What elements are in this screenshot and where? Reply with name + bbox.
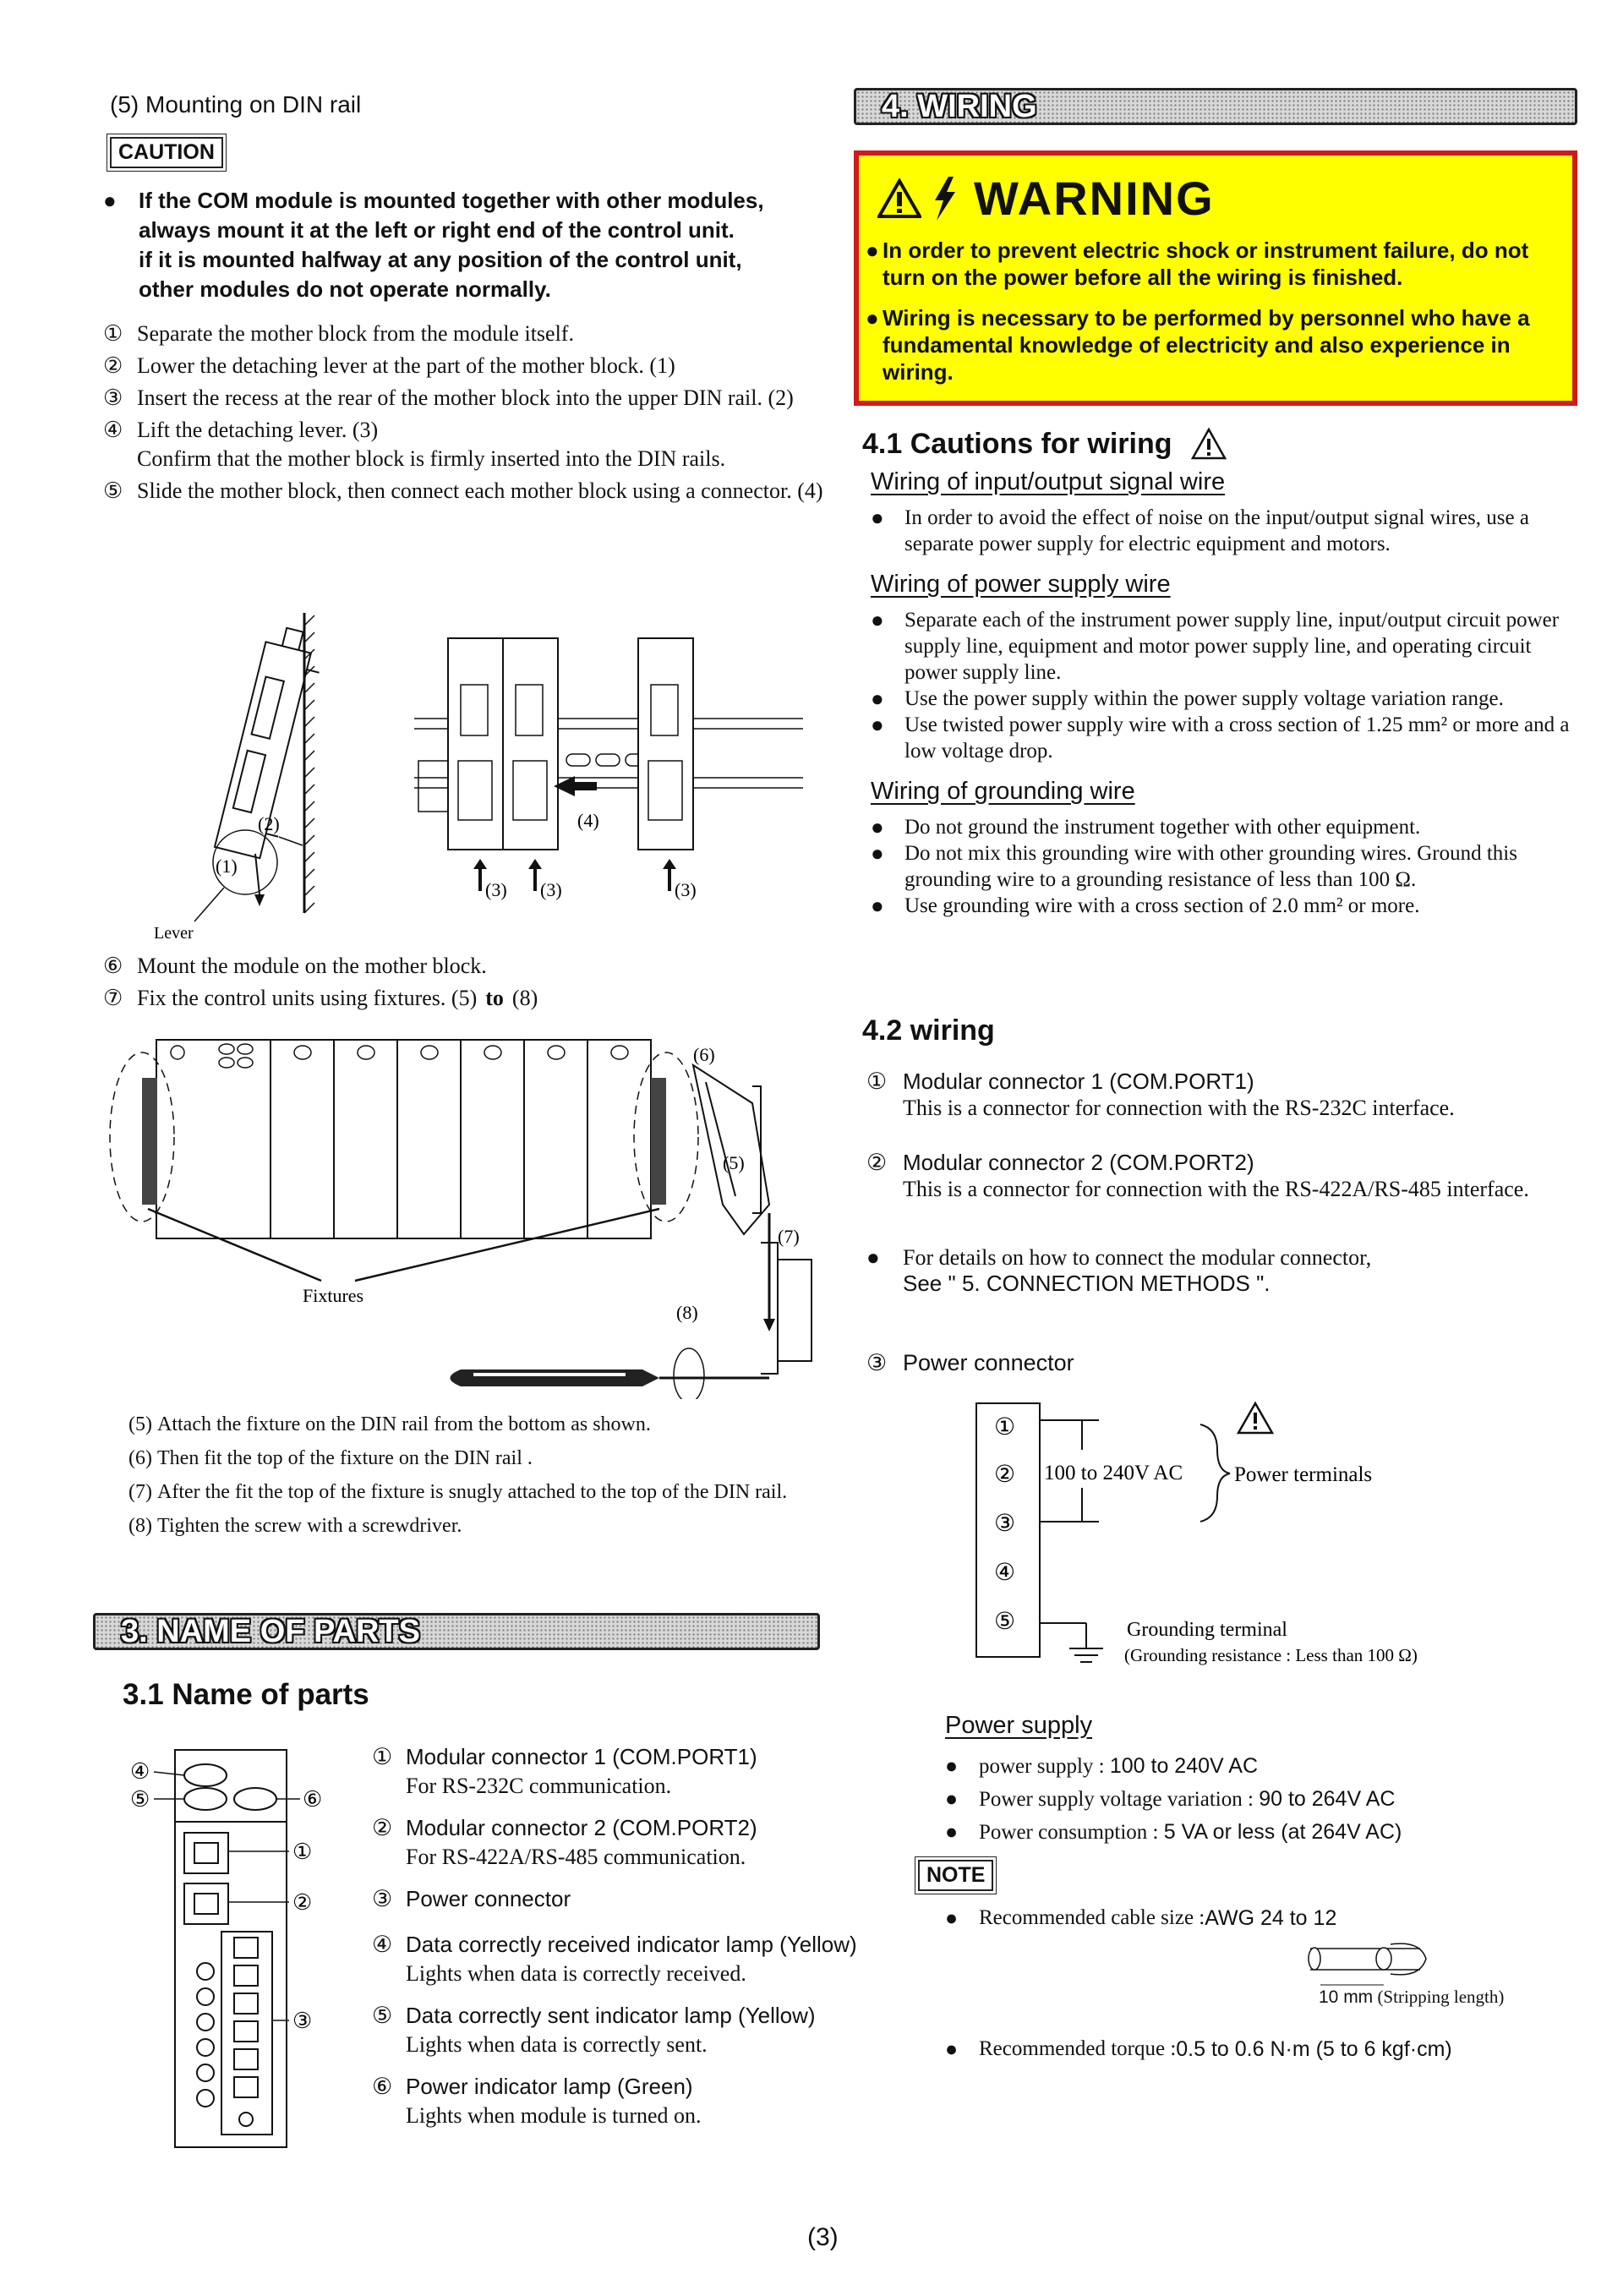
note-text: After the fit the top of the fixture is snugly attached to the top of the DIN rail. [157, 1481, 788, 1503]
terminal-5: ⑤ [994, 1609, 1016, 1635]
warning-bullet: ● [866, 238, 879, 263]
details-line-2: See " 5. CONNECTION METHODS ". [903, 1271, 1271, 1296]
wiring-item-number: ① [866, 1069, 888, 1094]
warning-item [866, 237, 1572, 291]
part-item [372, 1741, 913, 1801]
spacer [871, 764, 1581, 774]
note-number: (7) [128, 1481, 152, 1503]
step-item [103, 477, 830, 506]
page-number: (3) [807, 2223, 839, 2251]
step-item [103, 320, 830, 348]
voltage-label: 100 to 240V AC [1044, 1462, 1183, 1484]
step-item [103, 384, 830, 413]
fixtures-figure [101, 1036, 828, 1399]
cable-size-row [945, 1906, 1336, 1931]
step-number: ⑤ [103, 478, 123, 503]
section-3-1-title: 3.1 Name of parts [123, 1678, 369, 1711]
cable-label: Recommended cable size : [979, 1906, 1205, 1929]
stripped-wire-icon [1306, 1936, 1433, 1987]
part-body [406, 2000, 816, 2059]
warning-item [866, 304, 1572, 385]
callout-3: ③ [292, 2009, 313, 2033]
part-item [372, 2000, 913, 2059]
caution-item-text: Separate each of the instrument power supply line, input/output circuit power supply line, equipment and motor power supply line, and operating circuit power supply line. [904, 609, 1560, 684]
fig1-label-3b: (3) [540, 879, 562, 900]
step-item [103, 984, 830, 1013]
caution-line: if it is mounted halfway at any position of the control unit, [139, 247, 742, 272]
caution-bullet: ● [103, 188, 117, 213]
power-supply-label: Power consumption : [979, 1821, 1164, 1844]
part-number: ⑥ [372, 2074, 393, 2099]
terminal-2: ② [994, 1462, 1016, 1488]
part-body [406, 1812, 757, 1872]
fixture-notes [128, 1408, 830, 1543]
step-item [103, 352, 830, 380]
section-4-1-heading [862, 427, 1227, 461]
wiring-item-body [903, 1148, 1529, 1202]
fig2-label-5: (5) [723, 1152, 745, 1173]
caution-triangle-icon [1190, 427, 1227, 461]
torque-label: Recommended torque : [979, 2037, 1177, 2060]
power-supply-bullet: ● [945, 1787, 959, 1811]
caution-item-bullet: ● [871, 686, 884, 711]
details-bullet: ● [866, 1244, 880, 1270]
caution-item-bullet: ● [871, 608, 884, 632]
power-connector-num: ③ [866, 1350, 888, 1375]
terminal-1: ① [994, 1414, 1016, 1440]
fixture-note [128, 1475, 830, 1509]
step-text [137, 984, 538, 1013]
details-note [866, 1244, 1577, 1297]
step-number: ③ [103, 385, 123, 410]
power-terminal-caution-icon [1238, 1403, 1272, 1433]
step-text-main: Lower the detaching lever at the part of the mother block. (1) [137, 353, 675, 378]
caution-item-bullet: ● [871, 815, 884, 839]
warning-bullet: ● [866, 305, 879, 331]
caution-line: always mount it at the left or right end of the control unit. [139, 217, 735, 243]
wiring-items [866, 1067, 1577, 1219]
part-title: Power indicator lamp (Green) [406, 2074, 693, 2099]
part-number: ③ [372, 1886, 393, 1911]
power-connector-heading [866, 1350, 1074, 1376]
caution-item [871, 893, 1581, 919]
caution-item-text: In order to avoid the effect of noise on the input/output signal wires, use a separate power supply for electric equipment and motors. [904, 506, 1529, 555]
part-item [372, 1883, 913, 1914]
part-title: Power connector [406, 1886, 571, 1911]
caution-item-text: Use grounding wire with a cross section of 2.0 mm² or more. [904, 894, 1420, 917]
step-text [137, 384, 794, 413]
caution-item-bullet: ● [871, 713, 884, 737]
power-supply-heading: Power supply [945, 1712, 1093, 1739]
part-number: ② [372, 1815, 393, 1840]
part-body [406, 1883, 571, 1914]
fig1-label-3c: (3) [675, 879, 697, 900]
fixture-note [128, 1509, 830, 1543]
power-supply-value: 5 VA or less (at 264V AC) [1163, 1820, 1402, 1844]
section-4-header: 4. WIRING [854, 88, 1577, 125]
fig1-label-1: (1) [216, 856, 238, 877]
terminal-diagram [972, 1399, 1581, 1678]
power-supply-value: 90 to 264V AC [1259, 1787, 1396, 1811]
step-text-main: Lift the detaching lever. (3) Confirm that the mother block is firmly inserted into the DIN rails. [137, 418, 726, 471]
caution-item-text: Use the power supply within the power supply voltage variation range. [904, 687, 1504, 710]
cable-value: AWG 24 to 12 [1205, 1906, 1337, 1930]
fig2-label-6: (6) [693, 1044, 715, 1065]
part-desc: Lights when data is correctly received. [406, 1961, 746, 1986]
warning-items [866, 237, 1572, 399]
module-front-diagram [127, 1741, 338, 2164]
warning-box [854, 150, 1577, 406]
step-text [137, 320, 574, 348]
electric-shock-icon [928, 175, 962, 222]
parts-list [372, 1741, 913, 2142]
step-text [137, 352, 675, 380]
note-text: Tighten the screw with a screwdriver. [157, 1515, 462, 1537]
callout-1: ① [292, 1840, 313, 1864]
caution-item-text: Use twisted power supply wire with a cross section of 1.25 mm² or more and a low voltage drop. [904, 713, 1570, 763]
section-3-header: 3. NAME OF PARTS [93, 1613, 820, 1650]
torque-bullet: ● [945, 2037, 959, 2061]
caution-text [139, 186, 764, 304]
wiring-item-number: ② [866, 1150, 888, 1175]
steps-list-b [103, 952, 830, 1016]
note-label: NOTE [918, 1860, 993, 1891]
step-text-main: Insert the recess at the rear of the mother block into the upper DIN rail. (2) [137, 385, 794, 410]
caution-item [871, 840, 1581, 893]
part-body [406, 1929, 857, 1988]
wiring-item-desc: This is a connector for connection with the RS-232C interface. [903, 1096, 1455, 1120]
fig2-label-7: (7) [778, 1226, 800, 1247]
note-number: (5) [128, 1413, 152, 1435]
caution-item [871, 607, 1581, 686]
grounding-resistance-label: (Grounding resistance : Less than 100 Ω) [1124, 1645, 1418, 1665]
fixture-note [128, 1408, 830, 1441]
step-text-main: Slide the mother block, then connect each mother block using a connector. (4) [137, 478, 823, 503]
part-desc: Lights when data is correctly sent. [406, 2032, 708, 2057]
torque-value: 0.5 to 0.6 N·m (5 to 6 kgf·cm) [1176, 2037, 1452, 2061]
warning-text: In order to prevent electric shock or instrument failure, do not turn on the power before all the wiring is finished. [883, 238, 1529, 290]
part-desc: For RS-422A/RS-485 communication. [406, 1845, 746, 1869]
caution-item-text: Do not mix this grounding wire with other grounding wires. Ground this grounding wire to a grounding resistance of less than 100 Ω. [904, 842, 1517, 891]
cable-bullet: ● [945, 1906, 959, 1930]
step-text-main: Separate the mother block from the module itself. [137, 321, 574, 346]
caution-subhead: Wiring of power supply wire [871, 571, 1171, 598]
part-item [372, 2071, 913, 2130]
caution-item-bullet: ● [871, 506, 884, 530]
power-supply-label: power supply : [979, 1755, 1110, 1778]
wiring-item [866, 1148, 1577, 1202]
part-number: ④ [372, 1932, 393, 1957]
part-desc: Lights when module is turned on. [406, 2103, 702, 2128]
part-item [372, 1812, 913, 1872]
section-4-2-title: 4.2 wiring [862, 1014, 995, 1047]
mount-title: (5) Mounting on DIN rail [110, 91, 362, 118]
power-supply-list [945, 1750, 1587, 1849]
caution-line: If the COM module is mounted together with other modules, [139, 188, 764, 213]
step-text-main: Mount the module on the mother block. [137, 954, 487, 978]
step-to: to [485, 986, 504, 1010]
caution-item [871, 686, 1581, 712]
din-rail-mounting-figure [127, 609, 803, 947]
fig1-lever-label: Lever [154, 924, 194, 943]
part-desc: For RS-232C communication. [406, 1774, 672, 1798]
callout-4: ④ [130, 1759, 150, 1784]
caution-label: CAUTION [110, 137, 223, 168]
section-4-1-title: 4.1 Cautions for wiring [862, 427, 1172, 460]
note-number: (8) [128, 1515, 152, 1537]
fig1-label-4: (4) [577, 810, 599, 831]
power-supply-bullet: ● [945, 1820, 959, 1844]
caution-block [103, 186, 839, 304]
caution-item-text: Do not ground the instrument together with other equipment. [904, 816, 1421, 839]
step-item [103, 416, 830, 473]
terminal-3: ③ [994, 1511, 1016, 1537]
power-connector-title: Power connector [903, 1350, 1074, 1375]
torque-row [945, 2037, 1452, 2062]
part-number: ⑤ [372, 2003, 393, 2028]
grounding-terminal-label: Grounding terminal [1127, 1619, 1287, 1641]
step-number: ⑦ [103, 986, 123, 1010]
part-body [406, 2071, 702, 2130]
wiring-item-body [903, 1067, 1455, 1121]
warning-triangle-icon [877, 178, 921, 219]
terminal-4: ④ [994, 1560, 1016, 1586]
step-text [137, 477, 823, 506]
step-end: (8) [511, 986, 538, 1010]
spacer [871, 919, 1581, 929]
power-supply-item [945, 1816, 1587, 1849]
callout-6: ⑥ [303, 1787, 323, 1812]
step-number: ② [103, 353, 123, 378]
wiring-item-title: Modular connector 2 (COM.PORT2) [903, 1150, 1254, 1175]
caution-item [871, 505, 1581, 557]
part-title: Data correctly sent indicator lamp (Yellow) [406, 2003, 816, 2028]
details-line-1: For details on how to connect the modular connector, [903, 1245, 1372, 1270]
warning-text: Wiring is necessary to be performed by personnel who have a fundamental knowledge of electricity and also experience in wiring. [883, 305, 1530, 385]
step-text [137, 952, 487, 981]
caution-item-bullet: ● [871, 841, 884, 866]
note-number: (6) [128, 1447, 152, 1469]
power-supply-item [945, 1750, 1587, 1783]
part-title: Modular connector 2 (COM.PORT2) [406, 1815, 757, 1840]
step-text-main: Fix the control units using fixtures. (5) [137, 986, 478, 1010]
fig1-label-3a: (3) [485, 879, 507, 900]
strip-label: (Stripping length) [1373, 1987, 1505, 2007]
caution-item-bullet: ● [871, 894, 884, 918]
callout-2: ② [292, 1890, 313, 1915]
caution-item [871, 814, 1581, 840]
wiring-item-title: Modular connector 1 (COM.PORT1) [903, 1069, 1254, 1094]
part-body [406, 1741, 757, 1801]
power-supply-bullet: ● [945, 1754, 959, 1778]
wiring-cautions [871, 465, 1581, 929]
warning-title: WARNING [974, 172, 1215, 225]
step-item [103, 952, 830, 981]
step-text [137, 416, 725, 473]
power-supply-item [945, 1783, 1587, 1816]
step-number: ⑥ [103, 954, 123, 978]
part-item [372, 1929, 913, 1988]
part-title: Data correctly received indicator lamp (Yellow) [406, 1932, 857, 1957]
part-number: ① [372, 1744, 393, 1769]
part-title: Modular connector 1 (COM.PORT1) [406, 1744, 757, 1769]
callout-5: ⑤ [130, 1787, 150, 1812]
caution-line: other modules do not operate normally. [139, 276, 551, 302]
strip-length-row [1319, 1987, 1504, 2008]
power-terminals-label: Power terminals [1234, 1463, 1373, 1486]
fig1-label-2: (2) [258, 813, 280, 834]
step-number: ④ [103, 418, 123, 442]
fixture-note [128, 1441, 830, 1475]
caution-subhead: Wiring of input/output signal wire [871, 468, 1226, 495]
caution-subhead: Wiring of grounding wire [871, 778, 1135, 805]
caution-item [871, 712, 1581, 764]
wiring-item-desc: This is a connector for connection with the RS-422A/RS-485 interface. [903, 1177, 1529, 1201]
fixtures-label: Fixtures [303, 1285, 364, 1306]
step-number: ① [103, 321, 123, 346]
fig2-label-8: (8) [676, 1302, 698, 1323]
strip-value: 10 mm [1319, 1987, 1374, 2007]
wiring-item [866, 1067, 1577, 1121]
power-supply-label: Power supply voltage variation : [979, 1788, 1260, 1811]
note-text: Then fit the top of the fixture on the DIN rail . [157, 1447, 533, 1469]
steps-list-a [103, 320, 830, 509]
note-text: Attach the fixture on the DIN rail from the bottom as shown. [157, 1413, 651, 1435]
power-supply-value: 100 to 240V AC [1109, 1754, 1258, 1778]
spacer [871, 557, 1581, 567]
